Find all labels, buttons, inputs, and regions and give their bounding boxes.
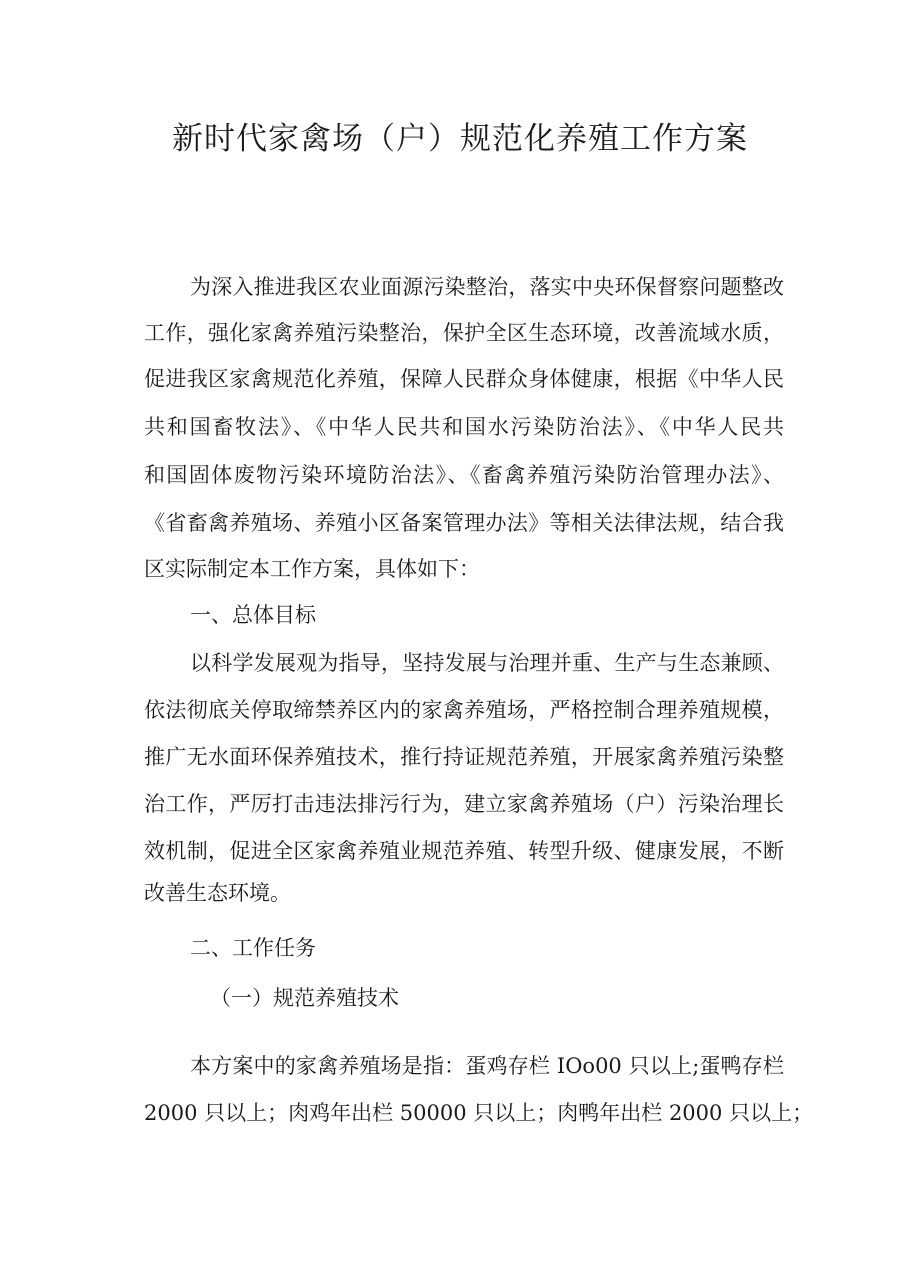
section1-line: 效机制，促进全区家禽养殖业规范养殖、转型升级、健康发展，不断 — [144, 839, 784, 863]
intro-line: 《省畜禽养殖场、养殖小区备案管理办法》等相关法律法规，结合我 — [144, 511, 784, 535]
subsection-heading: （一）规范养殖技术 — [210, 986, 399, 1010]
intro-line: 为深入推进我区农业面源污染整治，落实中央环保督察问题整改 — [190, 275, 784, 299]
section1-line: 改善生态环境。 — [144, 881, 291, 905]
subsection1-line: 本方案中的家禽养殖场是指：蛋鸡存栏 IOo00 只以上;蛋鸭存栏 — [190, 1054, 784, 1078]
document-title: 新时代家禽场（户）规范化养殖工作方案 — [172, 121, 748, 157]
intro-line: 区实际制定本工作方案，具体如下： — [144, 557, 480, 581]
intro-line: 工作，强化家禽养殖污染整治，保护全区生态环境，改善流域水质， — [144, 321, 784, 345]
subsection1-line: 2000 只以上；肉鸡年出栏 50000 只以上；肉鸭年出栏 2000 只以上； — [144, 1101, 814, 1125]
intro-line: 和国固体废物污染环境防治法》、《畜禽养殖污染防治管理办法》、 — [144, 463, 784, 487]
section-heading: 二、工作任务 — [190, 936, 316, 960]
section-heading: 一、总体目标 — [190, 603, 316, 627]
section1-line: 依法彻底关停取缔禁养区内的家禽养殖场，严格控制合理养殖规模， — [144, 698, 784, 722]
section1-line: 以科学发展观为指导，坚持发展与治理并重、生产与生态兼顾、 — [190, 651, 784, 675]
intro-line: 促进我区家禽规范化养殖，保障人民群众身体健康，根据《中华人民 — [144, 367, 784, 391]
section1-line: 推广无水面环保养殖技术，推行持证规范养殖，开展家禽养殖污染整 — [144, 745, 784, 769]
section1-line: 治工作，严厉打击违法排污行为，建立家禽养殖场（户）污染治理长 — [144, 792, 784, 816]
intro-line: 共和国畜牧法》、《中华人民共和国水污染防治法》、《中华人民共 — [144, 415, 784, 439]
